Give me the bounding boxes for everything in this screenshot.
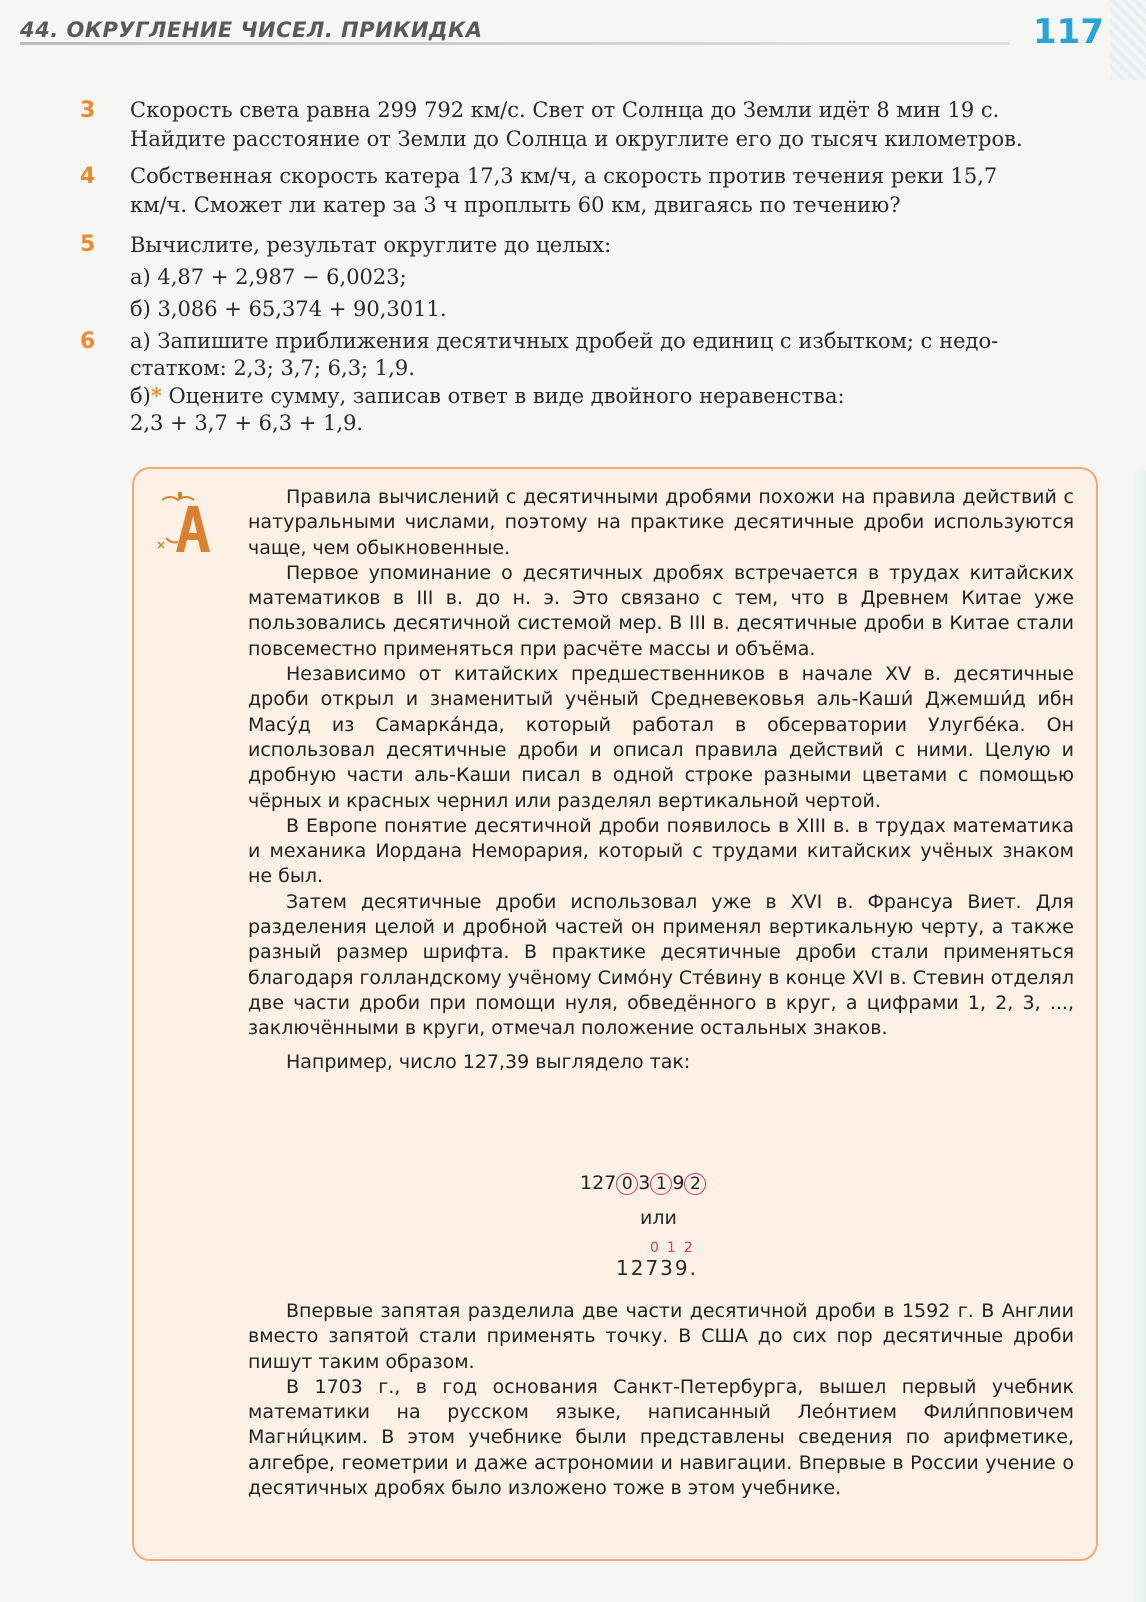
history-paragraph: Впервые запятая разделила две части десятичной дроби в 1592 г. В Англии вместо запятой стали применять точку. В США до сих пор десятичные дроби пишут таким образом. <box>248 1300 1074 1373</box>
part-b-prefix: б) <box>130 384 151 408</box>
task-line: Скорость света равна 299 792 км/с. Свет от Солнца до Земли идёт 8 мин 19 с. <box>130 98 1000 122</box>
task-part-b <box>130 382 1100 410</box>
circled-digit: 1 <box>650 1173 672 1195</box>
task-line: км/ч. Сможет ли катер за 3 ч проплыть 60 км, двигаясь по течению? <box>130 193 901 217</box>
part-b-text: Оцените сумму, записав ответ в виде двойного неравенства: <box>161 384 845 408</box>
chapter-title: 44. ОКРУГЛЕНИЕ ЧИСЕЛ. ПРИКИДКА <box>20 18 483 42</box>
task-number: 3 <box>80 98 96 123</box>
edge-decoration <box>1132 470 1146 1602</box>
task-line: Найдите расстояние от Земли до Солнца и округлите его до тысяч километров. <box>130 127 1023 151</box>
history-letter-icon <box>148 490 218 560</box>
task-4 <box>80 162 1100 220</box>
task-line: а) 4,87 + 2,987 − 6,0023; <box>130 265 407 289</box>
history-text <box>248 485 1074 1075</box>
superscript-digits: 012 <box>650 1240 701 1256</box>
task-line: Собственная скорость катера 17,3 км/ч, а скорость против течения реки 15,7 <box>130 164 998 188</box>
circled-digit: 2 <box>684 1173 706 1195</box>
task-number: 5 <box>80 232 96 257</box>
plain-number: 12739. <box>616 1256 698 1280</box>
history-paragraph: Затем десятичные дроби использовал уже в XVI в. Франсуа Виет. Для разделения целой и дробной частей он применял вертикальную черту, а также разный размер шрифта. В практике десятичные дроби стали применяться благодаря голландскому учёному Симо́ну Сте́вину в конце XVI в. Стевин отделял две части дроби при помощи нуля, обведённого в круг, а цифрами 1, 2, 3, ..., заключёнными в круги, отмечал положение остальных знаков. <box>248 890 1074 1040</box>
task-number: 4 <box>80 164 96 189</box>
integer-part: 127 <box>580 1172 617 1194</box>
task-line: 2,3 + 3,7 + 6,3 + 1,9. <box>130 411 364 435</box>
digit: 9 <box>672 1172 685 1194</box>
task-line: а) Запишите приближения десятичных дробей до единиц с избытком; с недо- <box>130 329 999 353</box>
circled-digit: 0 <box>616 1173 638 1195</box>
history-paragraph: В 1703 г., в год основания Санкт-Петербурга, вышел первый учебник математики на русском языке, написанный Лео́нтием Фили́пповичем Магни́цким. В этом учебнике были представлены сведения по арифметике, алгебре, геометрии и даже астрономии и навигации. Впервые в России учение о десятичных дробях было изложено тоже в этом учебнике. <box>248 1375 1074 1500</box>
history-paragraph: В Европе понятие десятичной дроби появилось в XIII в. в трудах математика и механика Иордана Неморария, который с трудами китайских учёных знаком не был. <box>248 814 1074 888</box>
task-line: Вычислите, результат округлите до целых: <box>130 233 612 257</box>
history-paragraph: Независимо от китайских предшественников в начале XV в. десятичные дроби открыл и знаменитый учёный Средневековья аль-Каши́ Джемши́д ибн Масу́д из Самарка́нда, который работал в обсерватории Улугбе́ка. Он использовал десятичные дроби и описал правила действий с ними. Целую и дробную части аль-Каши писал в одной строке разными цветами с помощью чёрных и красных чернил или разделял вертикальной чертой. <box>248 663 1074 812</box>
task-3 <box>80 96 1100 154</box>
corner-decoration <box>1110 0 1146 80</box>
star-icon: * <box>150 383 162 408</box>
history-paragraph: Например, число 127,39 выглядело так: <box>286 1050 691 1073</box>
or-word: или <box>640 1207 677 1229</box>
header-rule <box>20 42 1010 45</box>
history-text-continued <box>248 1299 1074 1501</box>
history-paragraph: Правила вычислений с десятичными дробями похожи на правила действий с натуральными числами, поэтому на практике десятичные дроби используются чаще, чем обыкновенные. <box>248 486 1074 559</box>
digit: 3 <box>638 1172 651 1194</box>
task-6 <box>80 328 1100 437</box>
task-line: статком: 2,3; 3,7; 6,3; 1,9. <box>130 356 415 380</box>
task-number: 6 <box>80 329 96 354</box>
task-5 <box>80 229 1100 325</box>
page-number: 117 <box>1033 12 1104 52</box>
history-paragraph: Первое упоминание о десятичных дробях встречается в трудах китайских математиков в III в. до н. э. Это связано с тем, что в Древнем Китае уже пользовались десятичной системой мер. В III в. десятичные дроби в Китае стали повсеместно применяться при расчёте массы и объёма. <box>248 561 1074 660</box>
stevin-notation <box>580 1172 760 1195</box>
task-line: б) 3,086 + 65,374 + 90,3011. <box>130 297 447 321</box>
